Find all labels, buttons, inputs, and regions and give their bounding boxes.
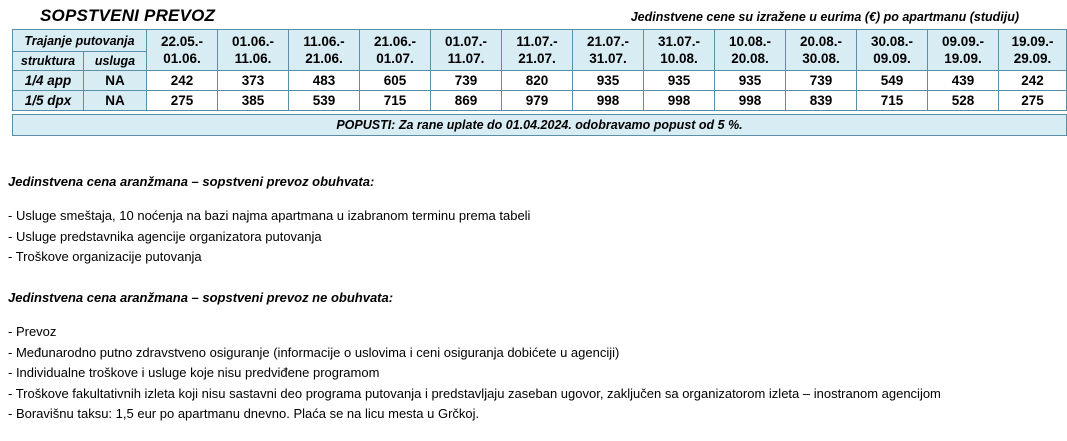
price-cell: 549 <box>857 71 928 91</box>
list-item: - Troškove fakultativnih izleta koji nisu sastavni deo programa putovanja i predstavljaju zaseban ugovor, zaključen sa organizatorom izleta – inostranom agencijom <box>8 385 941 401</box>
page-title: SOPSTVENI PREVOZ <box>40 6 216 25</box>
row-header <box>13 91 147 111</box>
price-cell: 998 <box>644 91 715 111</box>
price-cell: 820 <box>502 71 573 91</box>
price-cell: 979 <box>502 91 573 111</box>
list-item: - Individualne troškove i usluge koje nisu predviđene programom <box>8 365 380 380</box>
period-header: 30.08.- 09.09. <box>857 30 928 71</box>
period-header: 20.08.- 30.08. <box>786 30 857 71</box>
struktura-cell: 1/4 app <box>13 71 84 90</box>
includes-section <box>8 174 530 268</box>
period-header: 01.06.- 11.06. <box>218 30 289 71</box>
price-cell: 242 <box>999 71 1067 91</box>
list-item: - Boravišnu taksu: 1,5 eur po apartmanu dnevno. Plaća se na licu mesta u Grčkoj. <box>8 406 480 421</box>
period-header: 01.07.- 11.07. <box>431 30 502 71</box>
period-header: 21.07.- 31.07. <box>573 30 644 71</box>
list-item: - Međunarodno putno zdravstveno osiguranje (informacije o uslovima i ceni osiguranja dobićete u agenciji) <box>8 344 620 360</box>
includes-title: Jedinstvena cena aranžmana – sopstveni prevoz obuhvata: <box>8 174 375 189</box>
usluga-label: usluga <box>94 54 136 68</box>
period-header: 10.08.- 20.08. <box>715 30 786 71</box>
period-header: 09.09.- 19.09. <box>928 30 999 71</box>
price-cell: 373 <box>218 71 289 91</box>
list-item: - Usluge predstavnika agencije organizatora putovanja <box>8 228 322 244</box>
price-cell: 935 <box>573 71 644 91</box>
struktura-cell: 1/5 dpx <box>13 91 84 110</box>
usluga-cell: NA <box>105 93 125 108</box>
price-cell: 998 <box>573 91 644 111</box>
period-header: 11.07.- 21.07. <box>502 30 573 71</box>
struktura-usluga-header <box>13 52 147 71</box>
header-row-periods <box>13 30 1067 52</box>
price-table <box>12 29 1067 136</box>
price-cell: 715 <box>360 91 431 111</box>
excludes-title: Jedinstvena cena aranžmana – sopstveni prevoz ne obuhvata: <box>8 290 394 305</box>
price-cell: 385 <box>218 91 289 111</box>
price-cell: 275 <box>147 91 218 111</box>
discount-row <box>13 115 1067 136</box>
price-cell: 935 <box>715 71 786 91</box>
excludes-section <box>8 290 941 425</box>
period-header: 31.07.- 10.08. <box>644 30 715 71</box>
duration-label: Trajanje putovanja <box>13 30 147 52</box>
price-note-subtitle: Jedinstvene cene su izražene u eurima (€) po apartmanu (studiju) <box>630 10 1019 24</box>
price-cell: 935 <box>644 71 715 91</box>
table-row <box>13 71 1067 91</box>
usluga-cell: NA <box>105 73 125 88</box>
price-cell: 242 <box>147 71 218 91</box>
discount-note: POPUSTI: Za rane uplate do 01.04.2024. odobravamo popust od 5 %. <box>13 115 1067 136</box>
price-cell: 275 <box>999 91 1067 111</box>
period-header: 22.05.- 01.06. <box>147 30 218 71</box>
price-cell: 528 <box>928 91 999 111</box>
price-cell: 739 <box>786 71 857 91</box>
table-row <box>13 91 1067 111</box>
period-header: 11.06.- 21.06. <box>289 30 360 71</box>
price-cell: 439 <box>928 71 999 91</box>
period-header: 19.09.- 29.09. <box>999 30 1067 71</box>
price-cell: 539 <box>289 91 360 111</box>
price-cell: 998 <box>715 91 786 111</box>
includes-list <box>8 206 530 268</box>
price-cell: 483 <box>289 71 360 91</box>
price-cell: 839 <box>786 91 857 111</box>
header-row <box>0 6 1046 28</box>
price-cell: 739 <box>431 71 502 91</box>
price-cell: 869 <box>431 91 502 111</box>
list-item: - Prevoz <box>8 324 57 339</box>
excludes-list <box>8 322 941 425</box>
list-item: - Troškove organizacije putovanja <box>8 249 202 264</box>
price-cell: 715 <box>857 91 928 111</box>
period-header: 21.06.- 01.07. <box>360 30 431 71</box>
list-item: - Usluge smeštaja, 10 noćenja na bazi najma apartmana u izabranom terminu prema tabeli <box>8 208 531 223</box>
struktura-label: struktura <box>13 52 84 70</box>
price-cell: 605 <box>360 71 431 91</box>
row-header <box>13 71 147 91</box>
